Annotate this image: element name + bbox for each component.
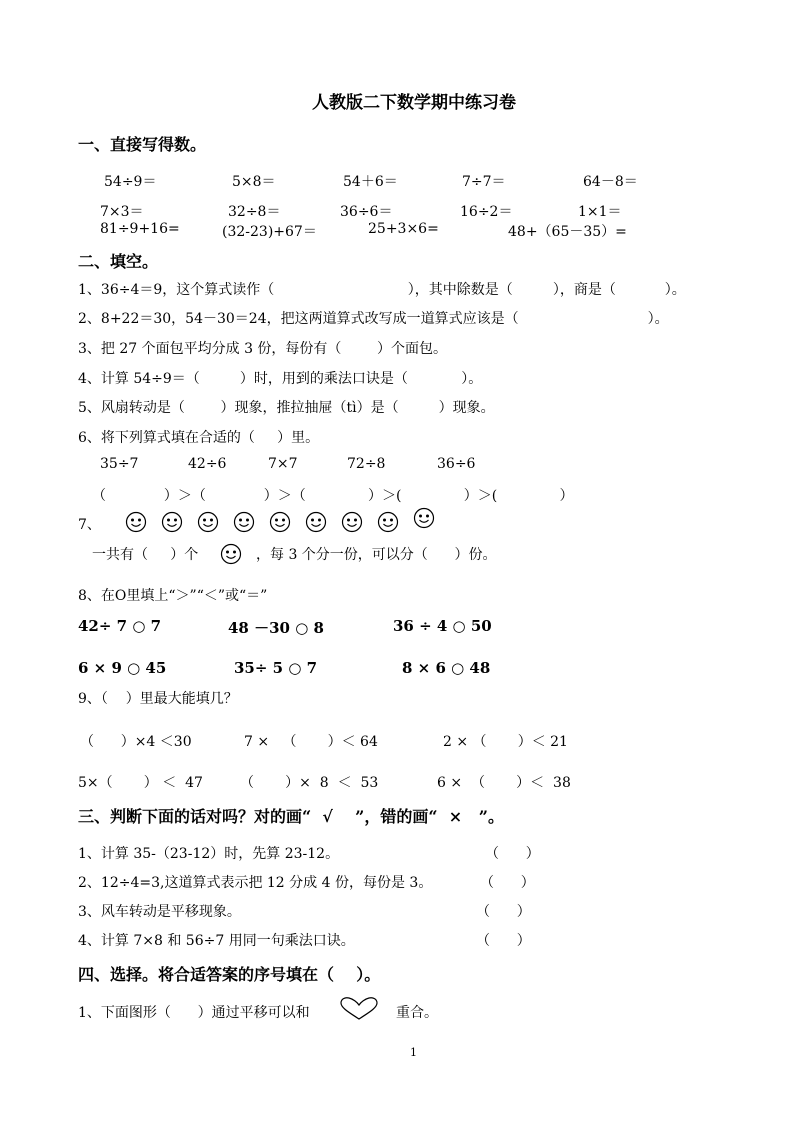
fill-question-7-text-a: 一共有（ ）个 <box>92 547 199 563</box>
smiley-face-icon <box>377 511 399 533</box>
compare-item: 42÷ 7 ○ 7 <box>78 617 162 635</box>
smiley-face-icon <box>220 543 242 565</box>
page-title: 人教版二下数学期中练习卷 <box>312 93 516 113</box>
section-4-heading: 四、选择。将合适答案的序号填在（ ）。 <box>78 965 381 984</box>
q6-expression: 42÷6 <box>188 456 227 472</box>
q6-expression: 36÷6 <box>437 456 476 472</box>
smiley-face-icon <box>233 511 255 533</box>
fill-question-9: 9、（ ）里最大能填几？ <box>78 691 238 707</box>
calc-item: 5×8＝ <box>232 174 276 190</box>
compare-item: 48 －30 ○ 8 <box>228 619 324 637</box>
calc-item: 7×3＝ <box>100 204 144 220</box>
judge-item-mark: （ ） <box>476 933 531 949</box>
calc-item: 54÷9＝ <box>104 174 157 190</box>
max-fill-item: 2 × （ ）＜ 21 <box>443 734 568 750</box>
compare-item: 35÷ 5 ○ 7 <box>234 659 318 677</box>
q6-expression: 72÷8 <box>347 456 386 472</box>
smiley-face-icon <box>161 511 183 533</box>
judge-item-mark: （ ） <box>485 846 540 862</box>
judge-item-text: 2、12÷4=3,这道算式表示把 12 分成 4 份，每份是 3。 <box>78 875 433 891</box>
calc-item: 16÷2＝ <box>460 204 513 220</box>
choice-question-1-a: 1、下面图形（ ）通过平移可以和 <box>78 1005 310 1021</box>
max-fill-item: （ ）×4 ＜30 <box>80 734 192 750</box>
q6-blanks: （ ）＞（ ）＞（ ）＞( ）＞( ） <box>92 488 574 504</box>
calc-item: 81÷9+16= <box>100 221 180 237</box>
choice-question-1-b: 重合。 <box>396 1005 438 1021</box>
calc-item: 25+3×6= <box>368 221 439 237</box>
heart-outline-icon <box>338 996 380 1022</box>
smiley-face-icon <box>413 507 435 529</box>
fill-question-2: 2、8+22＝30，54－30＝24，把这两道算式改写成一道算式应该是（ ）。 <box>78 311 669 327</box>
smiley-face-icon <box>305 511 327 533</box>
calc-item: 64－8＝ <box>583 174 638 190</box>
fill-question-3: 3、把 27 个面包平均分成 3 份，每份有（ ）个面包。 <box>78 341 448 357</box>
judge-item-mark: （ ） <box>480 875 535 891</box>
calc-item: (32-23)+67＝ <box>222 224 317 240</box>
judge-item-text: 1、计算 35-（23-12）时，先算 23-12。 <box>78 846 340 862</box>
q6-expression: 35÷7 <box>100 456 139 472</box>
smiley-face-icon <box>197 511 219 533</box>
fill-question-1: 1、36÷4＝9，这个算式读作（ ），其中除数是（ ），商是（ ）。 <box>78 282 686 298</box>
calc-item: 1×1＝ <box>578 204 622 220</box>
section-3-heading: 三、判断下面的话对吗？对的画“ √ ”，错的画“ × ”。 <box>78 807 505 826</box>
judge-item-text: 3、风车转动是平移现象。 <box>78 904 241 920</box>
fill-question-8: 8、在O里填上“＞”“＜”或“＝” <box>78 588 268 604</box>
smiley-face-icon <box>269 511 291 533</box>
fill-question-5: 5、风扇转动是（ ）现象，推拉抽屉（tì）是（ ）现象。 <box>78 400 495 416</box>
judge-item-mark: （ ） <box>476 904 531 920</box>
compare-item: 6 × 9 ○ 45 <box>78 659 167 677</box>
section-1-heading: 一、直接写得数。 <box>78 135 207 154</box>
calc-item: 7÷7＝ <box>462 174 506 190</box>
section-2-heading: 二、填空。 <box>78 252 159 271</box>
max-fill-item: 5×（ ） ＜ 47 <box>78 775 203 791</box>
compare-item: 8 × 6 ○ 48 <box>402 659 491 677</box>
calc-item: 54＋6＝ <box>343 174 398 190</box>
q6-expression: 7×7 <box>268 456 298 472</box>
smiley-face-icon <box>125 511 147 533</box>
smiley-face-icon <box>341 511 363 533</box>
compare-item: 36 ÷ 4 ○ 50 <box>393 617 492 635</box>
max-fill-item: 6 × （ ）＜ 38 <box>437 775 571 791</box>
max-fill-item: 7 × （ ）＜ 64 <box>244 734 378 750</box>
page-number: 1 <box>410 1046 417 1059</box>
max-fill-item: （ ）× 8 ＜ 53 <box>240 775 379 791</box>
calc-item: 36÷6＝ <box>340 204 393 220</box>
fill-question-7-text-b: ，每 3 个分一份，可以分（ ）份。 <box>256 547 497 563</box>
calc-item: 48+（65－35）= <box>508 224 627 240</box>
fill-question-4: 4、计算 54÷9＝（ ）时，用到的乘法口诀是（ ）。 <box>78 371 483 387</box>
calc-item: 32÷8＝ <box>228 204 281 220</box>
fill-question-6: 6、将下列算式填在合适的（ ）里。 <box>78 430 320 446</box>
fill-question-7-number: 7、 <box>78 517 101 533</box>
judge-item-text: 4、计算 7×8 和 56÷7 用同一句乘法口诀。 <box>78 933 355 949</box>
